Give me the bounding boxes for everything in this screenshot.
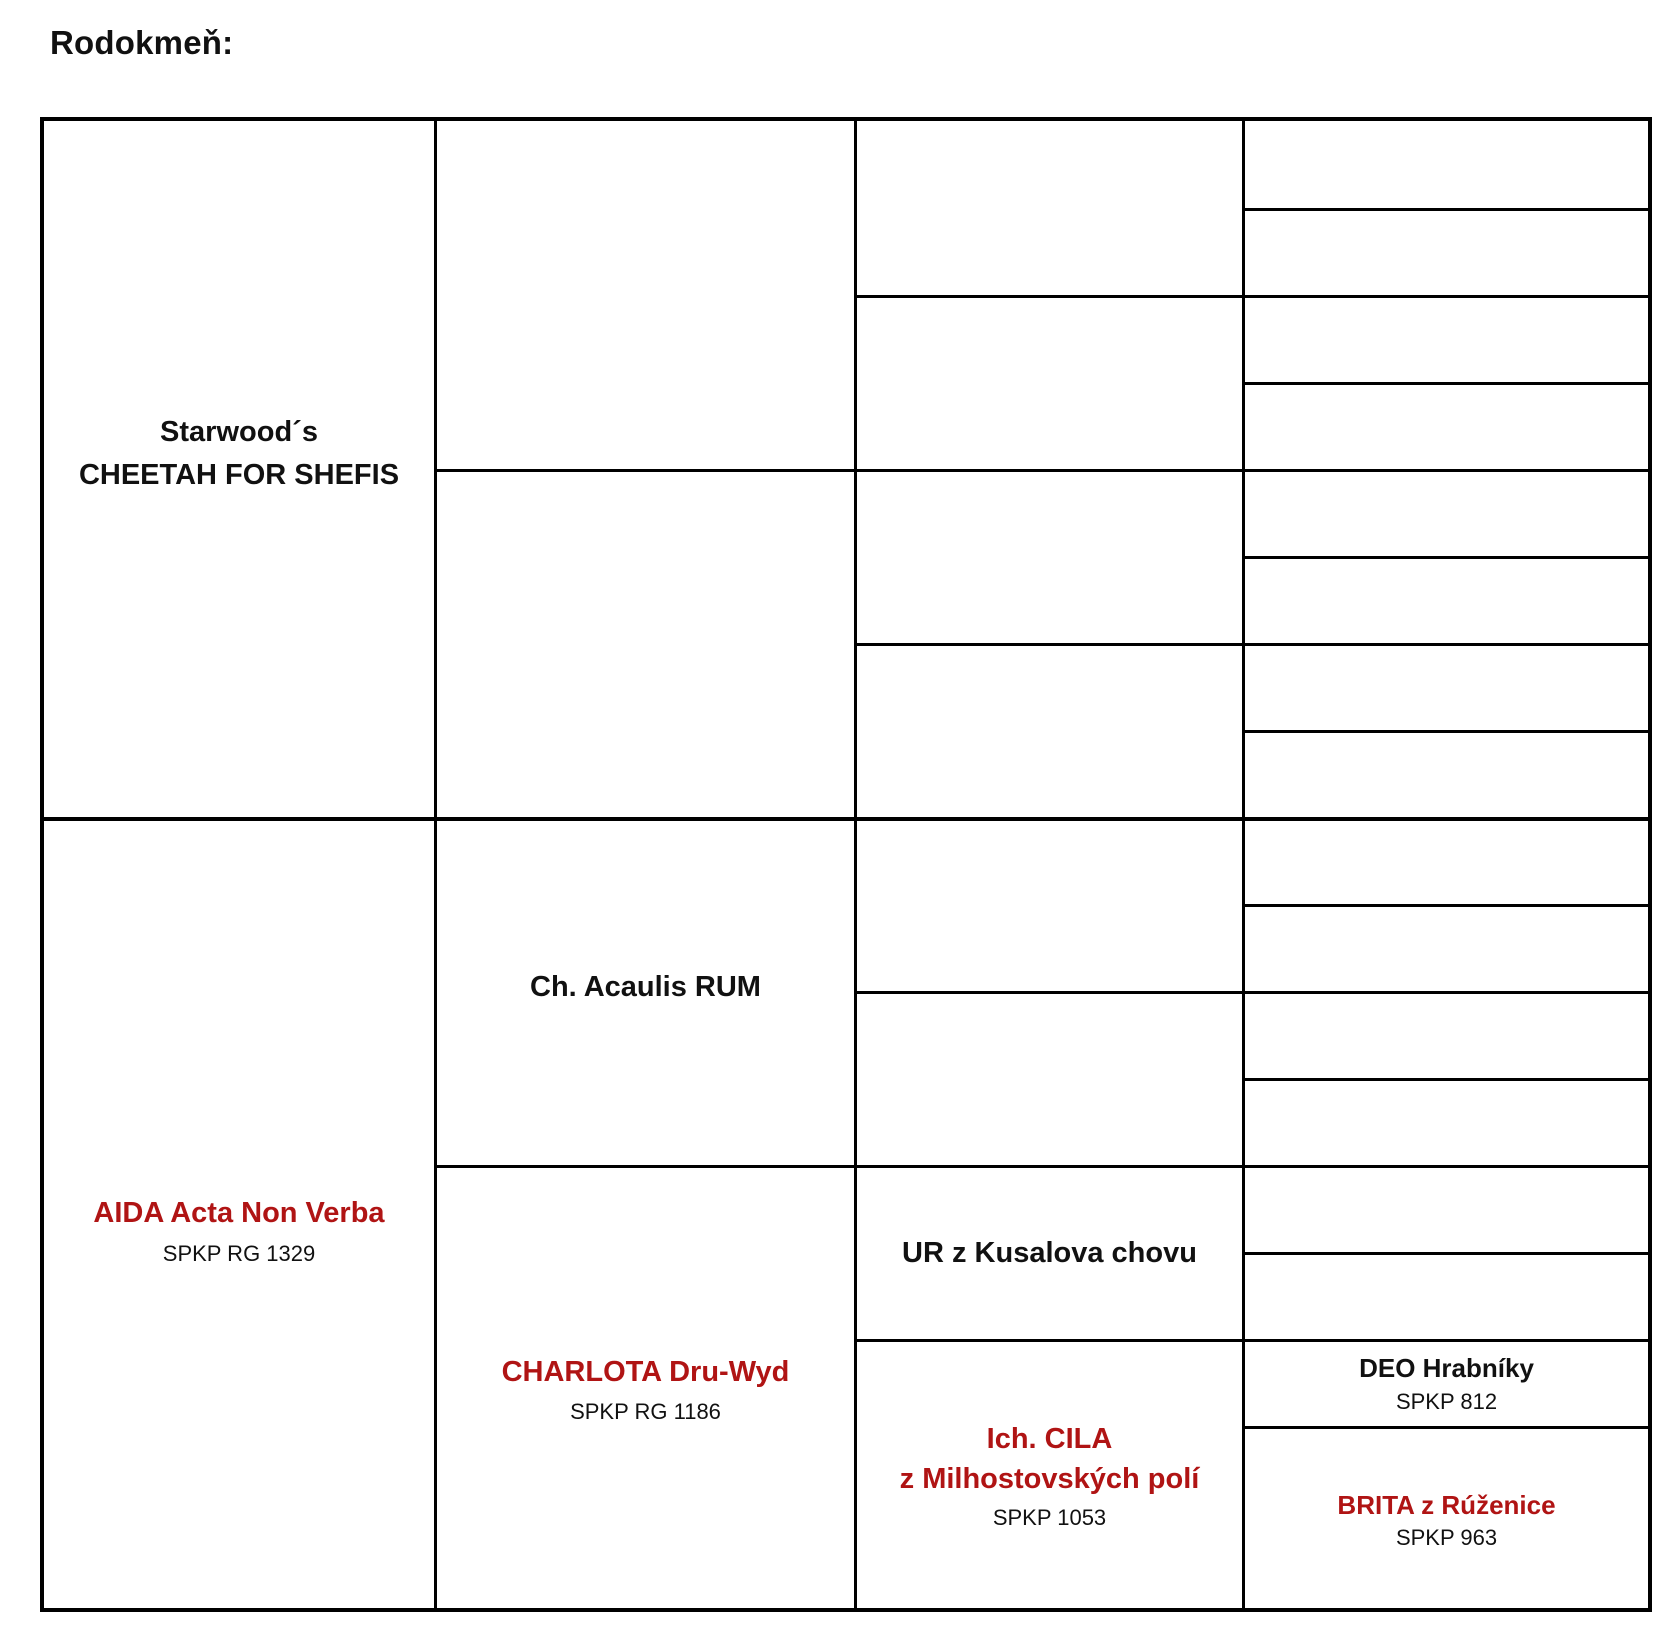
dam-dam-dam-name (900, 1419, 1200, 1500)
dam-dam-dam-dam-name: BRITA z Rúženice (1337, 1489, 1556, 1520)
gggp-cell-13 (1245, 1165, 1648, 1252)
dam-dam-name: CHARLOTA Dru-Wyd (501, 1355, 790, 1388)
gggp-cell-4 (1245, 382, 1648, 469)
sire-cell (44, 121, 434, 817)
ggp-cell-6 (857, 991, 1242, 1165)
gggp-cell-11 (1245, 991, 1648, 1078)
dam-dam-dam-registration: SPKP 1053 (992, 1505, 1107, 1530)
ggp-cell-1 (857, 121, 1242, 295)
dam-dam-registration: SPKP RG 1186 (570, 1399, 721, 1425)
gggp-cell-1 (1245, 121, 1648, 208)
sire-dam-cell (437, 469, 854, 817)
gggp-cell-5 (1245, 469, 1648, 556)
ggp-cell-3 (857, 469, 1242, 643)
generation-2-column (434, 121, 854, 1608)
dam-dam-sire-name: UR z Kusalova chovu (902, 1236, 1197, 1269)
dam-name: AIDA Acta Non Verba (93, 1197, 385, 1230)
sire-name (79, 411, 399, 498)
dam-dam-dam-sire-cell (1245, 1339, 1648, 1426)
sire-name-line1: Starwood´s (160, 415, 318, 448)
dam-dam-dam-name-line1: Ich. CILA (986, 1422, 1113, 1455)
sire-name-line2: CHEETAH FOR SHEFIS (78, 459, 400, 491)
dam-dam-cell (437, 1165, 854, 1612)
gggp-cell-10 (1245, 904, 1648, 991)
generation-3-column (854, 121, 1242, 1608)
ggp-cell-4 (857, 643, 1242, 817)
dam-sire-name: Ch. Acaulis RUM (530, 971, 761, 1004)
generation-4-column (1242, 121, 1648, 1608)
gggp-cell-12 (1245, 1078, 1648, 1165)
dam-sire-cell (437, 817, 854, 1165)
page-title: Rodokmeň: (50, 24, 234, 61)
gggp-cell-6 (1245, 556, 1648, 643)
gggp-cell-3 (1245, 295, 1648, 382)
gggp-cell-14 (1245, 1252, 1648, 1339)
ggp-cell-2 (857, 295, 1242, 469)
dam-dam-dam-sire-registration: SPKP 812 (1395, 1388, 1498, 1414)
dam-registration: SPKP RG 1329 (162, 1240, 316, 1266)
dam-dam-dam-dam-registration: SPKP 963 (1395, 1525, 1498, 1551)
gggp-cell-7 (1245, 643, 1648, 730)
dam-dam-dam-dam-cell (1245, 1426, 1648, 1612)
dam-cell (44, 817, 434, 1612)
gggp-cell-2 (1245, 208, 1648, 295)
pedigree-table (40, 117, 1652, 1612)
dam-dam-dam-name-line2: z Milhostovských polí (899, 1463, 1200, 1496)
sire-sire-cell (437, 121, 854, 469)
dam-dam-dam-sire-name: DEO Hrabníky (1359, 1353, 1534, 1384)
generation-1-column (44, 121, 434, 1608)
gggp-cell-9 (1245, 817, 1648, 904)
gggp-cell-8 (1245, 730, 1648, 817)
dam-dam-dam-cell (857, 1339, 1242, 1612)
dam-dam-sire-cell (857, 1165, 1242, 1339)
ggp-cell-5 (857, 817, 1242, 991)
